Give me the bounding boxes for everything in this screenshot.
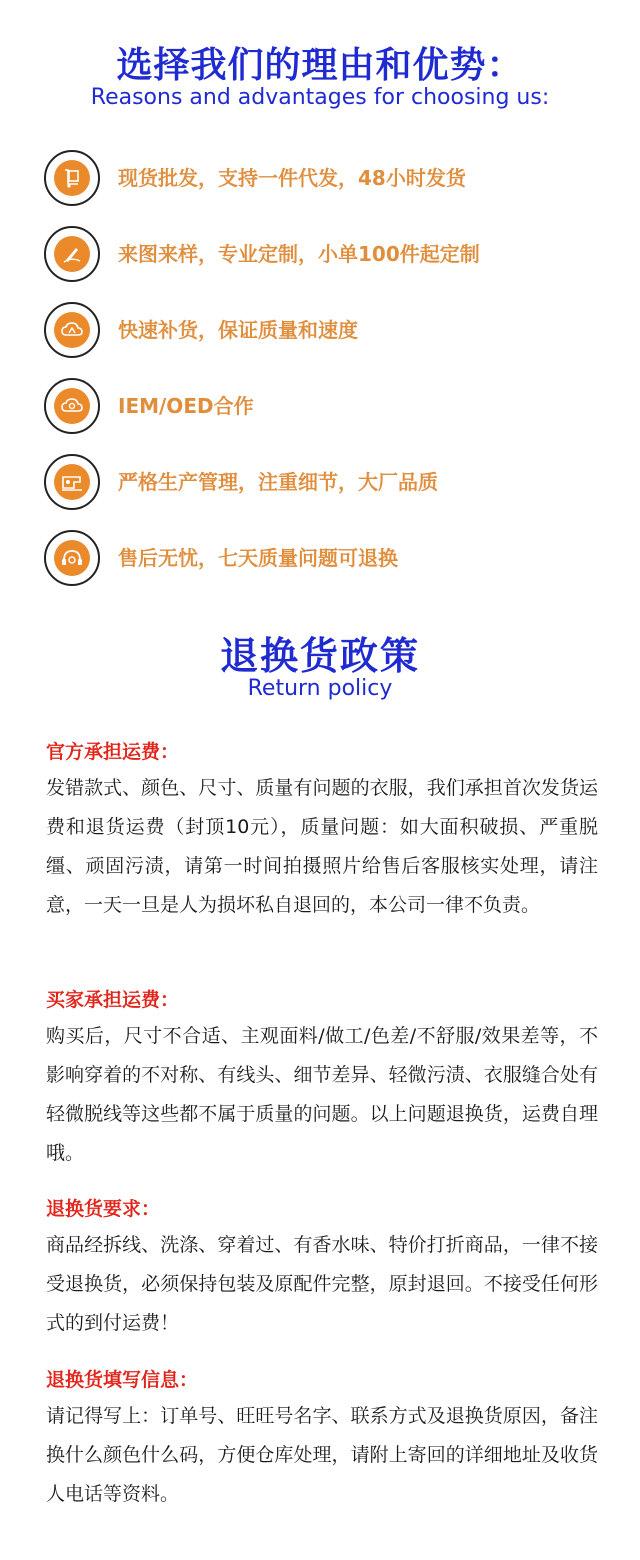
policy-section-title: 官方承担运费： xyxy=(46,741,180,763)
advantages-title-en: Reasons and advantages for choosing us: xyxy=(90,85,550,110)
advantage-text: 严格生产管理，注重细节，大厂品质 xyxy=(118,470,438,494)
advantage-text: 快速补货，保证质量和速度 xyxy=(118,318,358,342)
policy-section-buyer-shipping xyxy=(46,985,598,1173)
advantage-item xyxy=(44,454,604,514)
sewing-machine-icon xyxy=(44,454,100,510)
cloud-icon xyxy=(44,378,100,434)
cloud-icon xyxy=(44,302,100,358)
policy-section-title: 买家承担运费： xyxy=(46,989,180,1011)
advantage-item xyxy=(44,302,604,362)
policy-section-body: 商品经拆线、洗涤、穿着过、有香水味、特价打折商品，一律不接受退换货，必须保持包装及原配件完整，原封退回。不接受任何形式的到付运费！ xyxy=(46,1234,598,1334)
advantage-text: IEM/OED合作 xyxy=(118,394,254,418)
policy-section-title: 退换货要求： xyxy=(46,1198,161,1220)
advantage-item xyxy=(44,378,604,438)
advantage-text: 售后无忧，七天质量问题可退换 xyxy=(118,546,398,570)
advantage-text: 现货批发，支持一件代发，48小时发货 xyxy=(118,166,466,190)
advantage-item xyxy=(44,530,604,590)
policy-section-body: 发错款式、颜色、尺寸、质量有问题的衣服，我们承担首次发货运费和退货运费（封顶10元），质量问题：如大面积破损、严重脱缰、顽固污渍，请第一时间拍摄照片给售后客服核实处理，请注意，一天一旦是人为损坏私自退回的，本公司一律不负责。 xyxy=(46,777,598,916)
return-policy-title-cn: 退换货政策 xyxy=(219,634,420,678)
policy-section-title: 退换货填写信息： xyxy=(46,1369,199,1391)
advantages-title-cn: 选择我们的理由和优势： xyxy=(116,45,524,86)
advantage-item xyxy=(44,150,604,210)
policy-section-requirements xyxy=(46,1194,598,1343)
headset-icon xyxy=(44,530,100,586)
advantage-item xyxy=(44,226,604,286)
policy-section-official-shipping xyxy=(46,737,598,925)
return-policy-title-en: Return policy xyxy=(247,676,393,701)
trolley-icon xyxy=(44,150,100,206)
advantage-text: 来图来样，专业定制，小单100件起定制 xyxy=(118,242,480,266)
policy-section-body: 请记得写上：订单号、旺旺号名字、联系方式及退换货原因，备注换什么颜色什么码，方便仓库处理，请附上寄回的详细地址及收货人电话等资料。 xyxy=(46,1405,598,1505)
policy-section-fill-info xyxy=(46,1365,598,1514)
design-pen-icon xyxy=(44,226,100,282)
policy-section-body: 购买后，尺寸不合适、主观面料/做工/色差/不舒服/效果差等，不影响穿着的不对称、有线头、细节差异、轻微污渍、衣服缝合处有轻微脱线等这些都不属于质量的问题。以上问题退换货，运费自理哦。 xyxy=(46,1025,598,1164)
